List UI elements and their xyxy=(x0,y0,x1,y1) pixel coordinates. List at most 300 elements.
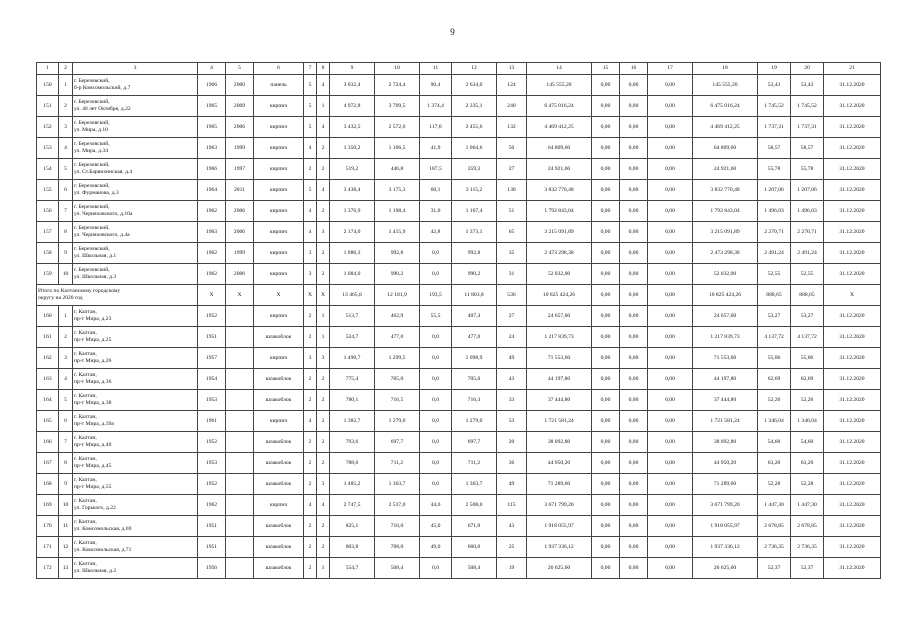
table-cell: 54,60 xyxy=(758,432,791,453)
column-header: 3 xyxy=(73,63,198,75)
table-cell: 1954 xyxy=(198,369,226,390)
table-cell xyxy=(226,327,254,348)
address-cell xyxy=(73,159,198,180)
table-cell: 1 xyxy=(317,327,330,348)
table-cell: 1 792 843,04 xyxy=(693,201,758,222)
table-cell xyxy=(226,558,254,579)
address-cell xyxy=(73,495,198,516)
table-cell: кирпич xyxy=(254,348,304,369)
table-cell: 187,5 xyxy=(420,159,452,180)
table-cell: 716,3 xyxy=(452,390,497,411)
table-cell: 50 xyxy=(497,138,527,159)
table-cell: шлакоблок xyxy=(254,537,304,558)
table-cell: 115 xyxy=(497,495,527,516)
table-cell: 0,00 xyxy=(620,264,648,285)
table-cell: 1951 xyxy=(198,327,226,348)
table-cell: 0,00 xyxy=(648,369,693,390)
table-cell: 0,00 xyxy=(648,306,693,327)
table-cell: 0,00 xyxy=(648,138,693,159)
table-cell: 31.12.2020 xyxy=(824,138,881,159)
table-cell: 2 634,0 xyxy=(452,75,497,96)
table-cell: кирпич xyxy=(254,222,304,243)
table-cell: 1 xyxy=(59,306,73,327)
table-cell: 6 xyxy=(59,180,73,201)
table-row xyxy=(37,306,881,327)
table-cell: 240 xyxy=(497,96,527,117)
table-cell: 3 671 799,20 xyxy=(693,495,758,516)
address-cell xyxy=(73,453,198,474)
table-cell: 1951 xyxy=(198,537,226,558)
address-line: г. Калтан, xyxy=(74,456,97,463)
table-cell: шлакоблок xyxy=(254,327,304,348)
table-cell: 49 xyxy=(497,474,527,495)
table-cell: 0,00 xyxy=(648,348,693,369)
table-cell: 31.12.2020 xyxy=(824,264,881,285)
table-cell: 52,28 xyxy=(791,474,824,495)
table-cell: 0,00 xyxy=(620,96,648,117)
subtotal-cell: 10 825 424,26 xyxy=(693,285,758,306)
subtotal-row xyxy=(37,285,881,306)
address-cell xyxy=(73,117,198,138)
table-cell: 1 447,30 xyxy=(791,495,824,516)
table-cell: 1 279,0 xyxy=(375,411,420,432)
table-cell: 35 xyxy=(497,243,527,264)
table-cell: 4 xyxy=(317,75,330,96)
table-cell: 6 475 016,24 xyxy=(527,96,592,117)
table-cell: 3 832 770,48 xyxy=(693,180,758,201)
table-cell: 0,00 xyxy=(648,117,693,138)
table-cell: 554,7 xyxy=(330,558,375,579)
table-cell: 0,00 xyxy=(592,264,620,285)
table-cell: 2 xyxy=(304,327,317,348)
table-cell: 31.12.2020 xyxy=(824,474,881,495)
table-cell: 31.12.2020 xyxy=(824,117,881,138)
address-cell xyxy=(73,516,198,537)
table-cell: 0,0 xyxy=(420,369,452,390)
table-cell: 162 xyxy=(37,348,59,369)
table-cell: 0,00 xyxy=(648,96,693,117)
table-cell: 0,0 xyxy=(420,264,452,285)
address-line: г. Калтан, xyxy=(74,540,97,547)
table-cell: 0,00 xyxy=(648,159,693,180)
table-cell: кирпич xyxy=(254,180,304,201)
table-cell xyxy=(226,369,254,390)
table-cell: 2 747,5 xyxy=(330,495,375,516)
subtotal-cell: X xyxy=(304,285,317,306)
table-cell: 2 xyxy=(317,453,330,474)
table-cell: 0,00 xyxy=(592,96,620,117)
column-header: 16 xyxy=(620,63,648,75)
table-cell: 3 438,4 xyxy=(330,180,375,201)
table-cell: 0,00 xyxy=(620,537,648,558)
table-cell: 37 444,80 xyxy=(693,390,758,411)
table-cell: 52,28 xyxy=(758,474,791,495)
table-cell: 1 xyxy=(317,96,330,117)
table-cell: 53,27 xyxy=(758,306,791,327)
table-cell: 55,06 xyxy=(791,348,824,369)
table-cell: 31.12.2020 xyxy=(824,201,881,222)
address-cell xyxy=(73,75,198,96)
table-cell: 1 721 581,24 xyxy=(693,411,758,432)
address-line: ул. Ст.Барвихинская, д.4 xyxy=(74,169,133,175)
table-cell: 2 xyxy=(304,537,317,558)
table-cell: 11 xyxy=(59,516,73,537)
table-cell: 44 950,20 xyxy=(693,453,758,474)
table-cell: 1957 xyxy=(198,348,226,369)
table-cell: 45,0 xyxy=(420,516,452,537)
table-cell: 2011 xyxy=(226,180,254,201)
table-cell: 25 xyxy=(497,537,527,558)
table-cell: 0,00 xyxy=(620,159,648,180)
address-line: ул. Школьная, д.1 xyxy=(74,253,117,259)
table-cell: 0,00 xyxy=(648,516,693,537)
table-cell: 1 217 839,73 xyxy=(527,327,592,348)
table-cell: 1 064,6 xyxy=(452,138,497,159)
address-line: пр-т Мира, д.23 xyxy=(74,316,112,322)
table-cell: 62,69 xyxy=(791,369,824,390)
table-cell: 2 xyxy=(304,306,317,327)
table-cell: 54,60 xyxy=(791,432,824,453)
table-cell: 2 xyxy=(304,390,317,411)
table-cell: 31.12.2020 xyxy=(824,558,881,579)
table-cell: шлакоблок xyxy=(254,474,304,495)
table-cell: 31.12.2020 xyxy=(824,369,881,390)
table-cell: 44,0 xyxy=(420,495,452,516)
table-cell: 31.12.2020 xyxy=(824,453,881,474)
table-cell: 1 167,4 xyxy=(452,201,497,222)
table-cell: 3 671 799,20 xyxy=(527,495,592,516)
table-cell: 0,00 xyxy=(620,180,648,201)
table-cell: 153 xyxy=(37,138,59,159)
table-cell: 71 553,60 xyxy=(693,348,758,369)
table-cell: 10 xyxy=(59,264,73,285)
table-cell: 0,00 xyxy=(620,327,648,348)
table-cell: 1999 xyxy=(226,243,254,264)
address-line: ул. 40 лет Октября, д.22 xyxy=(74,106,131,112)
table-row xyxy=(37,537,881,558)
table-cell: 3 709,5 xyxy=(375,96,420,117)
address-cell xyxy=(73,243,198,264)
table-cell: 2 xyxy=(317,411,330,432)
table-cell: 2 xyxy=(317,159,330,180)
table-cell: 0,00 xyxy=(620,411,648,432)
table-cell: 160 xyxy=(37,306,59,327)
table-cell: 31.12.2020 xyxy=(824,516,881,537)
table-cell: 1 376,9 xyxy=(330,201,375,222)
table-cell: 52,37 xyxy=(758,558,791,579)
table-cell: 508,4 xyxy=(375,558,420,579)
table-cell: 33 xyxy=(497,390,527,411)
subtotal-cell: 11 803,8 xyxy=(452,285,497,306)
table-cell: 2 xyxy=(317,369,330,390)
table-cell: 0,00 xyxy=(648,474,693,495)
table-cell: 26 625,60 xyxy=(527,558,592,579)
table-cell: 259,3 xyxy=(452,159,497,180)
table-cell: 71 289,60 xyxy=(527,474,592,495)
table-cell: 19 xyxy=(497,558,527,579)
table-cell xyxy=(226,390,254,411)
table-cell: 31.12.2020 xyxy=(824,348,881,369)
table-cell: 24 657,60 xyxy=(527,306,592,327)
table-cell: 803,8 xyxy=(330,537,375,558)
table-cell: 3 215 091,89 xyxy=(693,222,758,243)
address-line: пр-т Мира, д.39а xyxy=(74,421,114,427)
table-cell: 43 xyxy=(497,516,527,537)
address-cell xyxy=(73,138,198,159)
address-line: ул. Фурманова, д.3 xyxy=(74,190,119,196)
table-cell: 4 137,72 xyxy=(758,327,791,348)
table-cell: кирпич xyxy=(254,138,304,159)
table-cell: 31.12.2020 xyxy=(824,327,881,348)
table-cell: 0,00 xyxy=(648,201,693,222)
subtotal-cell: X xyxy=(317,285,330,306)
table-cell: 0,00 xyxy=(648,432,693,453)
table-cell: 0,00 xyxy=(620,474,648,495)
table-cell: 2 xyxy=(317,201,330,222)
subtotal-cell: X xyxy=(254,285,304,306)
table-cell: 53 xyxy=(497,411,527,432)
table-cell: 2 508,0 xyxy=(452,495,497,516)
table-row xyxy=(37,96,881,117)
table-cell: 58,57 xyxy=(758,138,791,159)
table-cell: 31.12.2020 xyxy=(824,159,881,180)
table-cell: 2 xyxy=(317,516,330,537)
table-cell: 4 xyxy=(304,411,317,432)
table-cell: 5 xyxy=(59,159,73,180)
table-cell: 0,00 xyxy=(648,411,693,432)
table-cell: 0,00 xyxy=(620,495,648,516)
table-cell: 31.12.2020 xyxy=(824,495,881,516)
table-cell: 24 xyxy=(497,327,527,348)
table-cell: кирпич xyxy=(254,117,304,138)
table-cell: 4 972,8 xyxy=(330,96,375,117)
table-cell: 1962 xyxy=(198,264,226,285)
table-cell: 1999 xyxy=(226,138,254,159)
table-cell: 2 335,1 xyxy=(452,96,497,117)
table-cell: 0,0 xyxy=(420,390,452,411)
table-cell: 1 937 336,12 xyxy=(527,537,592,558)
table-cell: 0,00 xyxy=(592,558,620,579)
column-header: 20 xyxy=(791,63,824,75)
table-cell: 0,00 xyxy=(592,516,620,537)
table-cell: 1 490,7 xyxy=(330,348,375,369)
table-cell: 1951 xyxy=(198,516,226,537)
table-cell: 1 098,9 xyxy=(452,348,497,369)
table-row xyxy=(37,411,881,432)
table-cell: 0,00 xyxy=(648,495,693,516)
table-cell: 55,78 xyxy=(758,159,791,180)
table-cell: 0,00 xyxy=(648,327,693,348)
table-cell: 992,8 xyxy=(375,243,420,264)
table-row xyxy=(37,264,881,285)
address-line: г. Калтан, xyxy=(74,435,97,442)
table-cell: 44 950,20 xyxy=(527,453,592,474)
address-cell xyxy=(73,222,198,243)
address-cell xyxy=(73,411,198,432)
table-cell: 31.12.2020 xyxy=(824,96,881,117)
subtotal-label-line: округу на 2020 год xyxy=(38,295,83,301)
table-cell: 4 xyxy=(317,495,330,516)
column-header: 14 xyxy=(527,63,592,75)
table-cell: 0,00 xyxy=(592,453,620,474)
table-row xyxy=(37,75,881,96)
table-cell: 0,0 xyxy=(420,243,452,264)
subtotal-cell: 888,65 xyxy=(791,285,824,306)
table-cell: 64 809,60 xyxy=(693,138,758,159)
address-line: г. Березовский, xyxy=(74,225,110,232)
table-cell: 0,00 xyxy=(592,180,620,201)
table-cell: 5 xyxy=(304,96,317,117)
table-cell: 52 032,00 xyxy=(693,264,758,285)
address-line: ул. Школьная, д.3 xyxy=(74,274,117,280)
subtotal-cell: 0,00 xyxy=(592,285,620,306)
table-cell: 1 086,3 xyxy=(330,243,375,264)
table-cell: 1 792 843,04 xyxy=(527,201,592,222)
address-cell xyxy=(73,348,198,369)
table-row xyxy=(37,327,881,348)
table-cell: 0,00 xyxy=(620,117,648,138)
address-line: г. Березовский, xyxy=(74,99,110,106)
address-cell xyxy=(73,537,198,558)
column-header: 6 xyxy=(254,63,304,75)
table-cell: 52,26 xyxy=(791,390,824,411)
table-cell: 52,55 xyxy=(791,264,824,285)
table-cell: 0,0 xyxy=(420,558,452,579)
table-cell: 155 xyxy=(37,180,59,201)
table-cell: 446,8 xyxy=(375,159,420,180)
address-line: пр-т Мира, д.36 xyxy=(74,379,112,385)
table-cell: 2 678,85 xyxy=(791,516,824,537)
table-cell: 990,2 xyxy=(375,264,420,285)
table-cell: 0,00 xyxy=(620,558,648,579)
subtotal-label xyxy=(37,285,198,306)
table-cell: 152 xyxy=(37,117,59,138)
table-cell: 2 xyxy=(304,453,317,474)
table-cell: 2 678,85 xyxy=(758,516,791,537)
table-cell: 5 xyxy=(304,75,317,96)
address-line: г. Калтан, xyxy=(74,372,97,379)
header-row xyxy=(37,63,881,75)
address-line: пр-т Мира, д.38 xyxy=(74,400,112,406)
table-cell: 166 xyxy=(37,432,59,453)
table-cell: 145 555,20 xyxy=(693,75,758,96)
table-cell: 27 xyxy=(497,306,527,327)
table-cell: 697,7 xyxy=(375,432,420,453)
table-cell: 3 xyxy=(317,474,330,495)
table-cell: 4 xyxy=(317,117,330,138)
table-cell: 2 572,6 xyxy=(375,117,420,138)
table-cell: 2 174,0 xyxy=(330,222,375,243)
table-cell: 145 555,20 xyxy=(527,75,592,96)
table-cell: 51 xyxy=(497,201,527,222)
table-cell: 697,7 xyxy=(452,432,497,453)
table-cell: 508,4 xyxy=(452,558,497,579)
table-cell: 163 xyxy=(37,369,59,390)
table-cell: 3 032,4 xyxy=(330,75,375,96)
table-cell: 0,0 xyxy=(420,432,452,453)
table-cell: 10 xyxy=(59,495,73,516)
table-cell: 1997 xyxy=(226,159,254,180)
table-cell: 0,00 xyxy=(592,474,620,495)
table-cell: 2 xyxy=(304,558,317,579)
table-cell: 462,9 xyxy=(375,306,420,327)
table-cell: 0,00 xyxy=(620,348,648,369)
table-cell: 5 xyxy=(304,117,317,138)
subtotal-cell: 0,00 xyxy=(620,285,648,306)
table-cell: шлакоблок xyxy=(254,516,304,537)
address-cell xyxy=(73,96,198,117)
table-cell: 3 175,3 xyxy=(375,180,420,201)
address-line: ул. Черняховского, д.10а xyxy=(74,211,133,217)
table-cell: 2 473 298,38 xyxy=(693,243,758,264)
table-cell: кирпич xyxy=(254,96,304,117)
subtotal-cell: 0,00 xyxy=(648,285,693,306)
table-cell: кирпич xyxy=(254,201,304,222)
address-line: г. Березовский, xyxy=(74,246,110,253)
table-cell: кирпич xyxy=(254,159,304,180)
table-cell: 513,7 xyxy=(330,306,375,327)
table-cell: 0,0 xyxy=(420,453,452,474)
table-cell: 0,00 xyxy=(648,180,693,201)
table-cell: 1962 xyxy=(198,201,226,222)
column-header: 5 xyxy=(226,63,254,75)
table-cell: 2 xyxy=(317,432,330,453)
table-cell: 3 xyxy=(59,348,73,369)
address-cell xyxy=(73,180,198,201)
column-header: 1 xyxy=(37,63,59,75)
table-cell: 477,0 xyxy=(452,327,497,348)
column-header: 19 xyxy=(758,63,791,75)
table-cell: 2 270,71 xyxy=(758,222,791,243)
subtotal-cell: 13 465,8 xyxy=(330,285,375,306)
table-cell: 1 918 055,97 xyxy=(527,516,592,537)
table-cell: 31.12.2020 xyxy=(824,432,881,453)
table-cell: 4 xyxy=(304,222,317,243)
address-cell xyxy=(73,558,198,579)
table-cell: 4 xyxy=(304,495,317,516)
table-cell: 1 937 336,12 xyxy=(693,537,758,558)
table-cell: 2006 xyxy=(226,117,254,138)
table-cell: 168 xyxy=(37,474,59,495)
table-row xyxy=(37,432,881,453)
table-cell: 55,78 xyxy=(791,159,824,180)
table-cell: 1 496,03 xyxy=(758,201,791,222)
table-cell: 825,1 xyxy=(330,516,375,537)
table-cell: 1 106,5 xyxy=(375,138,420,159)
table-cell: 477,0 xyxy=(375,327,420,348)
table-cell: 0,00 xyxy=(620,201,648,222)
table-cell: 2 xyxy=(317,390,330,411)
address-line: ул. Черняховского, д.4а xyxy=(74,232,130,238)
address-line: пр-т Мира, д.26 xyxy=(74,358,112,364)
table-cell xyxy=(226,495,254,516)
table-cell: 4 xyxy=(304,138,317,159)
table-cell: 2 xyxy=(59,327,73,348)
table-cell: 44 197,80 xyxy=(693,369,758,390)
table-cell: кирпич xyxy=(254,495,304,516)
table-cell: 36 xyxy=(497,453,527,474)
table-cell: 1 207,06 xyxy=(791,180,824,201)
table-cell: 0,00 xyxy=(620,75,648,96)
table-cell: 1963 xyxy=(198,222,226,243)
address-line: ул. Мира, д.34 xyxy=(74,148,109,154)
table-cell: 53,43 xyxy=(791,75,824,96)
table-cell: 671,0 xyxy=(452,516,497,537)
table-cell: 158 xyxy=(37,243,59,264)
subtotal-label-line: Итого по Калтанскому городскому xyxy=(38,288,121,295)
table-row xyxy=(37,516,881,537)
table-cell: 4 469 412,25 xyxy=(527,117,592,138)
